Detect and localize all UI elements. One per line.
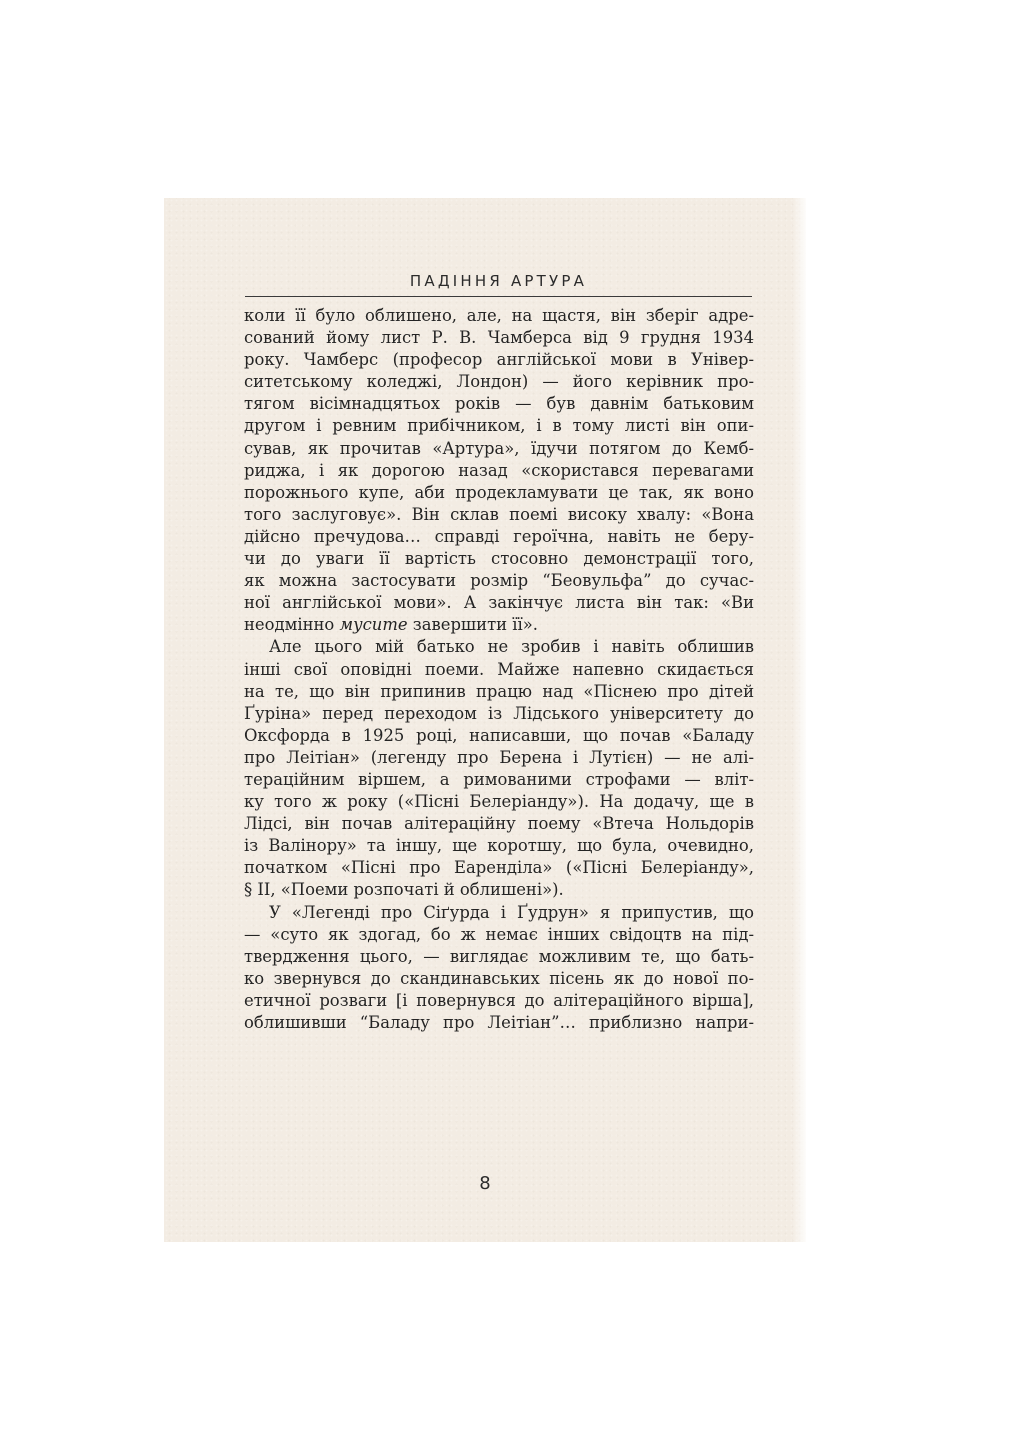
running-head: ПАДІННЯ АРТУРА [409, 272, 588, 290]
text-line: року. Чамберс (професор англійської мови в Універ- [244, 350, 754, 370]
text-line: на те, що він припинив працю над «Піснею про дітей [244, 681, 754, 701]
text-line: облишивши “Баладу про Леітіан”… приблизно напри- [244, 1013, 754, 1032]
text-line: сований йому лист Р. В. Чамберса від 9 грудня 1934 [244, 328, 754, 348]
text-line: риджа, і як дорогою назад «скористався перевагами [244, 460, 754, 480]
text-line: твердження цього, — виглядає можливим те, що бать- [244, 946, 754, 966]
text-fragment: неодмінно [244, 615, 340, 635]
text-line-with-italic [244, 614, 754, 636]
text-line: коли її було облишено, але, на щастя, він зберіг адре- [244, 306, 754, 325]
page-number: 8 [479, 1173, 491, 1194]
paragraph-start-line: У «Легенді про Сіґурда і Ґудрун» я припустив, що [269, 902, 754, 922]
text-line: порожнього купе, аби продекламувати це так, як воно [244, 482, 754, 502]
text-line: Лідсі, він почав алітераційну поему «Втеча Нольдорів [244, 814, 754, 834]
italic-emphasis: мусите [339, 615, 408, 635]
text-line: із Валінору» та іншу, ще коротшу, що була, очевидно, [244, 836, 754, 856]
body-text [244, 305, 754, 1034]
text-line: — «суто як здогад, бо ж немає інших свідоцтв на під- [244, 924, 754, 944]
text-line: інші свої оповідні поеми. Майже напевно скидається [244, 659, 754, 679]
text-line: тераційним віршем, а римованими строфами — вліт- [244, 769, 754, 789]
text-line: про Леітіан» (легенду про Берена і Лутієн) — не алі- [244, 747, 754, 767]
text-line: ко звернувся до скандинавських пісень як до нової по- [244, 968, 754, 988]
text-line: етичної розваги [і повернувся до алітераційного вірша], [244, 990, 754, 1010]
text-line: тягом вісімнадцятьох років — був давнім батьковим [244, 394, 754, 414]
text-line: Оксфорда в 1925 році, написавши, що почав «Баладу [244, 725, 754, 745]
text-line: дійсно пречудова… справді героїчна, навіть не беру- [244, 526, 754, 546]
paragraph-start-line: Але цього мій батько не зробив і навіть облишив [269, 637, 754, 657]
text-line: ситетському коледжі, Лондон) — його керівник про- [244, 372, 754, 392]
text-line: сував, як прочитав «Артура», їдучи потягом до Кемб- [244, 438, 754, 458]
text-fragment: завершити її». [407, 615, 539, 635]
text-line: Ґуріна» перед переходом із Лідського університету до [244, 703, 754, 723]
header-rule [245, 296, 752, 297]
book-page [164, 198, 806, 1242]
text-line: як можна застосувати розмір “Беовульфа” до сучас- [244, 571, 754, 591]
text-line: ної англійської мови». А закінчує листа він так: «Ви [244, 593, 754, 613]
text-line: ку того ж року («Пісні Белеріанду»). На додачу, ще в [244, 792, 754, 812]
text-line: початком «Пісні про Еаренділа» («Пісні Белеріанду», [244, 858, 754, 878]
text-line: другом і ревним прибічником, і в тому листі він опи- [244, 416, 754, 436]
text-line: того заслуговує». Він склав поемі високу хвалу: «Вона [244, 504, 754, 524]
text-line: чи до уваги її вартість стосовно демонстрації того, [244, 549, 754, 569]
text-line: § ІІ, «Поеми розпочаті й облишені»). [244, 880, 564, 900]
